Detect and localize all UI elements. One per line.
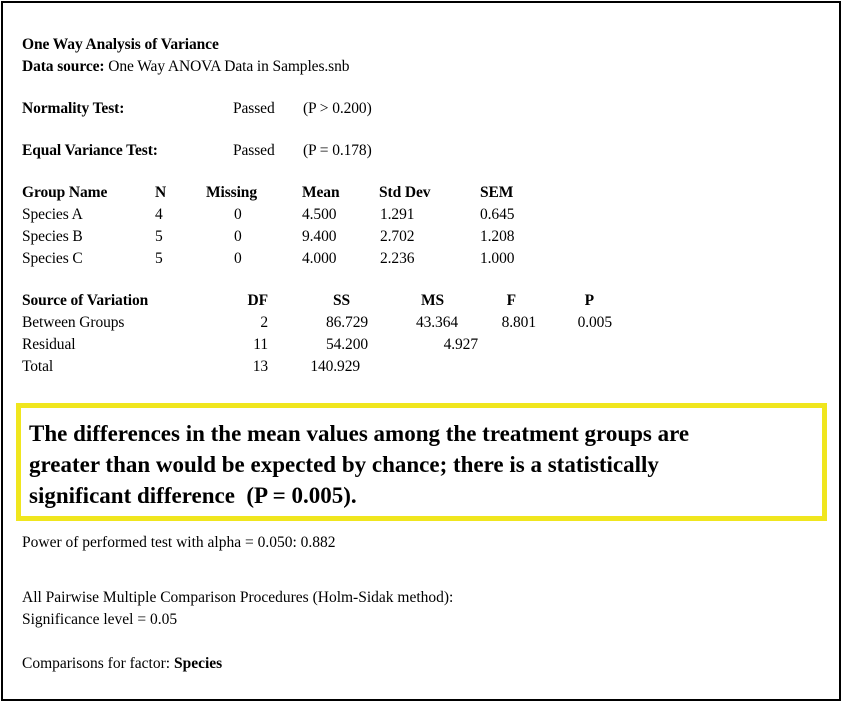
table-row xyxy=(22,204,822,226)
conclusion-line-3: significant difference (P = 0.005). xyxy=(29,483,357,508)
comparisons-label: Comparisons for factor: xyxy=(22,655,174,672)
header-f: F xyxy=(506,292,516,309)
header-sem: SEM xyxy=(480,184,514,201)
anova-ss: 140.929 xyxy=(310,358,360,375)
group-sem: 1.208 xyxy=(480,228,515,245)
group-name: Species B xyxy=(22,228,83,245)
report-title: One Way Analysis of Variance xyxy=(22,36,219,53)
conclusion-line-2: greater than would be expected by chance; there is a statistically xyxy=(29,452,659,477)
anova-ss: 86.729 xyxy=(325,314,368,331)
comparisons-factor: Species xyxy=(173,655,223,672)
equal-variance-test-result: Passed xyxy=(233,142,275,159)
anova-source: Residual xyxy=(22,336,76,353)
anova-p: 0.005 xyxy=(577,314,612,331)
anova-source: Between Groups xyxy=(22,314,125,331)
group-table-header xyxy=(22,182,822,204)
group-missing: 0 xyxy=(234,250,242,267)
group-std-dev: 1.291 xyxy=(380,206,415,223)
table-row xyxy=(22,312,822,334)
table-row xyxy=(22,226,822,248)
data-source-label: Data source: xyxy=(22,58,105,75)
anova-ms: 43.364 xyxy=(415,314,458,331)
header-n: N xyxy=(155,184,167,201)
group-n: 5 xyxy=(155,250,163,267)
group-n: 5 xyxy=(155,228,163,245)
header-ss: SS xyxy=(332,292,350,309)
spacer xyxy=(22,120,822,140)
conclusion-callout xyxy=(16,403,827,521)
anova-source: Total xyxy=(22,358,54,375)
group-name: Species C xyxy=(22,250,83,267)
spacer xyxy=(22,631,822,653)
spacer xyxy=(22,162,822,182)
anova-table-header xyxy=(22,290,822,312)
table-row xyxy=(22,356,822,378)
conclusion-line-1: The differences in the mean values among the treatment groups are xyxy=(29,421,690,446)
header-p: P xyxy=(584,292,594,309)
significance-level-line: Significance level = 0.05 xyxy=(22,611,178,628)
normality-test-label: Normality Test: xyxy=(22,100,125,117)
group-mean: 4.500 xyxy=(302,206,337,223)
comparisons-line xyxy=(22,653,822,675)
equal-variance-test-label: Equal Variance Test: xyxy=(22,142,158,159)
anova-report xyxy=(22,34,822,378)
group-std-dev: 2.702 xyxy=(380,228,415,245)
spacer xyxy=(22,554,822,587)
header-std-dev: Std Dev xyxy=(379,184,431,201)
table-row xyxy=(22,334,822,356)
header-group-name: Group Name xyxy=(22,184,108,201)
group-sem: 0.645 xyxy=(480,206,515,223)
table-row xyxy=(22,248,822,270)
data-source-line xyxy=(22,56,822,78)
group-n: 4 xyxy=(155,206,163,223)
normality-test-p: (P > 0.200) xyxy=(303,100,372,117)
spacer xyxy=(22,270,822,290)
header-mean: Mean xyxy=(302,184,340,201)
anova-ss: 54.200 xyxy=(325,336,368,353)
power-line: Power of performed test with alpha = 0.050: 0.882 xyxy=(22,534,336,551)
header-missing: Missing xyxy=(206,184,257,201)
anova-f: 8.801 xyxy=(501,314,536,331)
group-mean: 4.000 xyxy=(302,250,337,267)
group-mean: 9.400 xyxy=(302,228,337,245)
group-std-dev: 2.236 xyxy=(380,250,415,267)
anova-ms: 4.927 xyxy=(443,336,478,353)
anova-df: 2 xyxy=(260,314,268,331)
pairwise-comparison-line: All Pairwise Multiple Comparison Procedures (Holm-Sidak method): xyxy=(22,589,454,606)
normality-test-result: Passed xyxy=(233,100,275,117)
group-name: Species A xyxy=(22,206,83,223)
group-sem: 1.000 xyxy=(480,250,515,267)
report-footer xyxy=(22,532,822,675)
header-ms: MS xyxy=(420,292,444,309)
equal-variance-test-p: (P = 0.178) xyxy=(303,142,372,159)
header-source-of-variation: Source of Variation xyxy=(22,292,149,309)
equal-variance-test-line xyxy=(22,140,822,162)
anova-df: 11 xyxy=(253,336,268,353)
group-missing: 0 xyxy=(234,206,242,223)
group-missing: 0 xyxy=(234,228,242,245)
anova-df: 13 xyxy=(252,358,268,375)
spacer xyxy=(22,78,822,98)
header-df: DF xyxy=(247,292,268,309)
data-source-value: One Way ANOVA Data in Samples.snb xyxy=(104,58,350,75)
normality-test-line xyxy=(22,98,822,120)
